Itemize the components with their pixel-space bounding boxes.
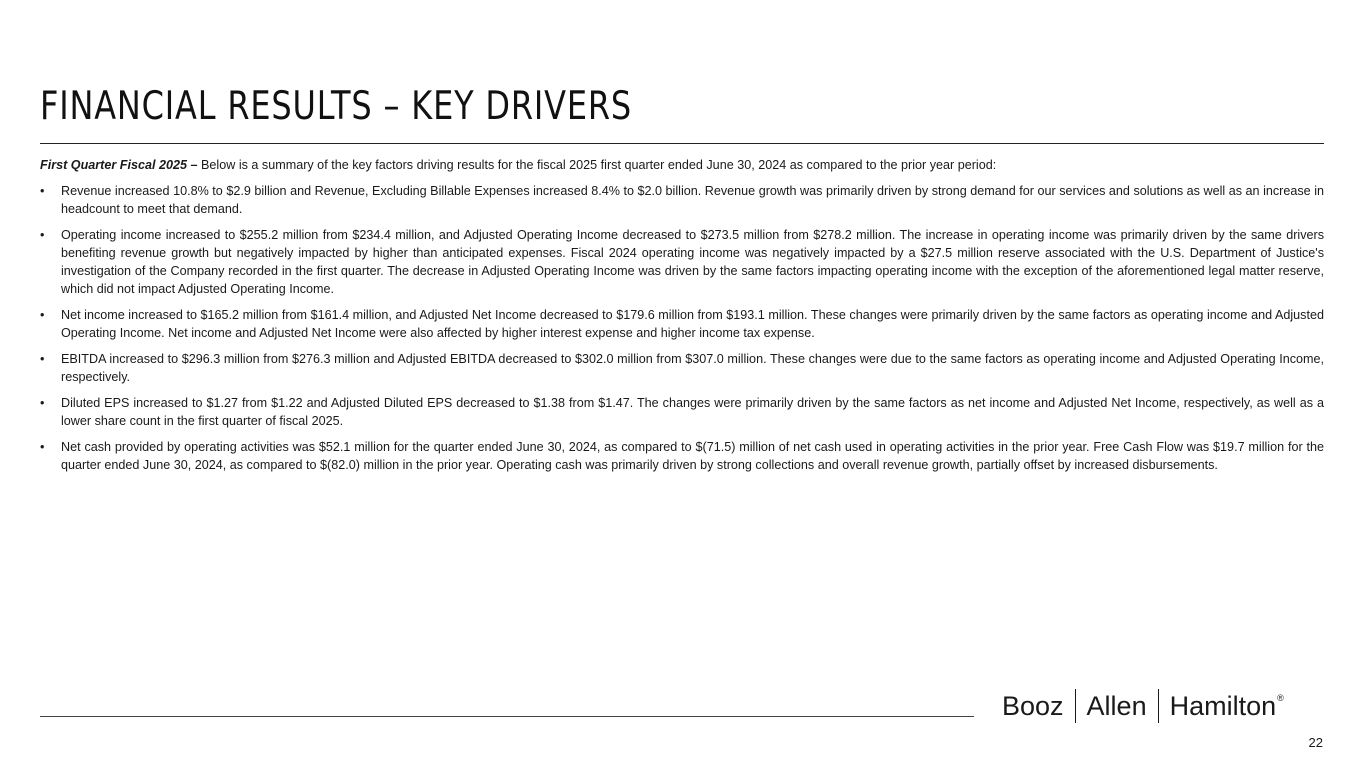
bullet-cash-flow [40, 438, 1324, 474]
bullet-net-income [40, 306, 1324, 342]
key-drivers-list [40, 182, 1324, 474]
bullet-icon: • [40, 228, 45, 242]
bullet-revenue [40, 182, 1324, 218]
bullet-text: EBITDA increased to $296.3 million from $276.3 million and Adjusted EBITDA decreased to $302.0 million from $307.0 million. These changes were due to the same factors as operating income and Adjusted Operating Income, respectively. [61, 352, 1324, 384]
intro-lead: First Quarter Fiscal 2025 – [40, 158, 198, 172]
logo-word-hamilton: Hamilton [1169, 690, 1277, 721]
company-logo [1002, 688, 1284, 724]
registered-mark: ® [1277, 693, 1284, 703]
logo-separator [1075, 689, 1076, 723]
intro-text: Below is a summary of the key factors driving results for the fiscal 2025 first quarter ended June 30, 2024 as compared to the prior year period: [197, 158, 997, 172]
bullet-text: Net cash provided by operating activities was $52.1 million for the quarter ended June 30, 2024, as compared to $(71.5) million of net cash used in operating activities in the prior year. Free Cash Flow was $19.7 million for the quarter ended June 30, 2024, as compared to $(82.0) million in the prior year. Operating cash was primarily driven by strong collections and overall revenue growth, partially offset by increased disbursements. [61, 440, 1324, 472]
bullet-icon: • [40, 308, 45, 322]
bullet-text: Diluted EPS increased to $1.27 from $1.22 and Adjusted Diluted EPS decreased to $1.38 from $1.47. The changes were primarily driven by the same factors as net income and Adjusted Net Income, respectively, as well as a lower share count in the first quarter of fiscal 2025. [61, 396, 1324, 428]
logo-word-booz: Booz [1002, 690, 1064, 721]
title-divider [40, 143, 1324, 144]
bullet-icon: • [40, 352, 45, 366]
bullet-text: Operating income increased to $255.2 million from $234.4 million, and Adjusted Operating Income decreased to $273.5 million from $278.2 million. The increase in operating income was primarily driven by the same drivers benefiting revenue growth but negatively impacted by higher than anticipated expenses. Fiscal 2024 operating income was negatively impacted by a $27.5 million reserve associated with the U.S. Department of Justice's investigation of the Company recorded in the first quarter. The decrease in Adjusted Operating Income was driven by the same factors impacting operating income with the exception of the aforementioned legal matter reserve, which did not impact Adjusted Operating Income. [61, 228, 1324, 296]
bullet-text: Net income increased to $165.2 million from $161.4 million, and Adjusted Net Income decreased to $179.6 million from $193.1 million. These changes were primarily driven by the same factors as operating income and Adjusted Operating Income. Net income and Adjusted Net Income were also affected by higher interest expense and higher income tax expense. [61, 308, 1324, 340]
bullet-icon: • [40, 184, 45, 198]
bullet-icon: • [40, 396, 45, 410]
page-number: 22 [1308, 735, 1323, 750]
bullet-ebitda [40, 350, 1324, 386]
slide-content [40, 156, 1324, 482]
bullet-operating-income [40, 226, 1324, 298]
slide-title: FINANCIAL RESULTS – KEY DRIVERS [40, 84, 633, 129]
bullet-icon: • [40, 440, 45, 454]
footer-divider [40, 716, 974, 717]
bullet-text: Revenue increased 10.8% to $2.9 billion and Revenue, Excluding Billable Expenses increased 8.4% to $2.0 billion. Revenue growth was primarily driven by strong demand for our services and solutions as well as an increase in headcount to meet that demand. [61, 184, 1324, 216]
intro-paragraph [40, 156, 1324, 174]
logo-word-allen: Allen [1086, 690, 1147, 721]
bullet-eps [40, 394, 1324, 430]
logo-separator [1158, 689, 1159, 723]
